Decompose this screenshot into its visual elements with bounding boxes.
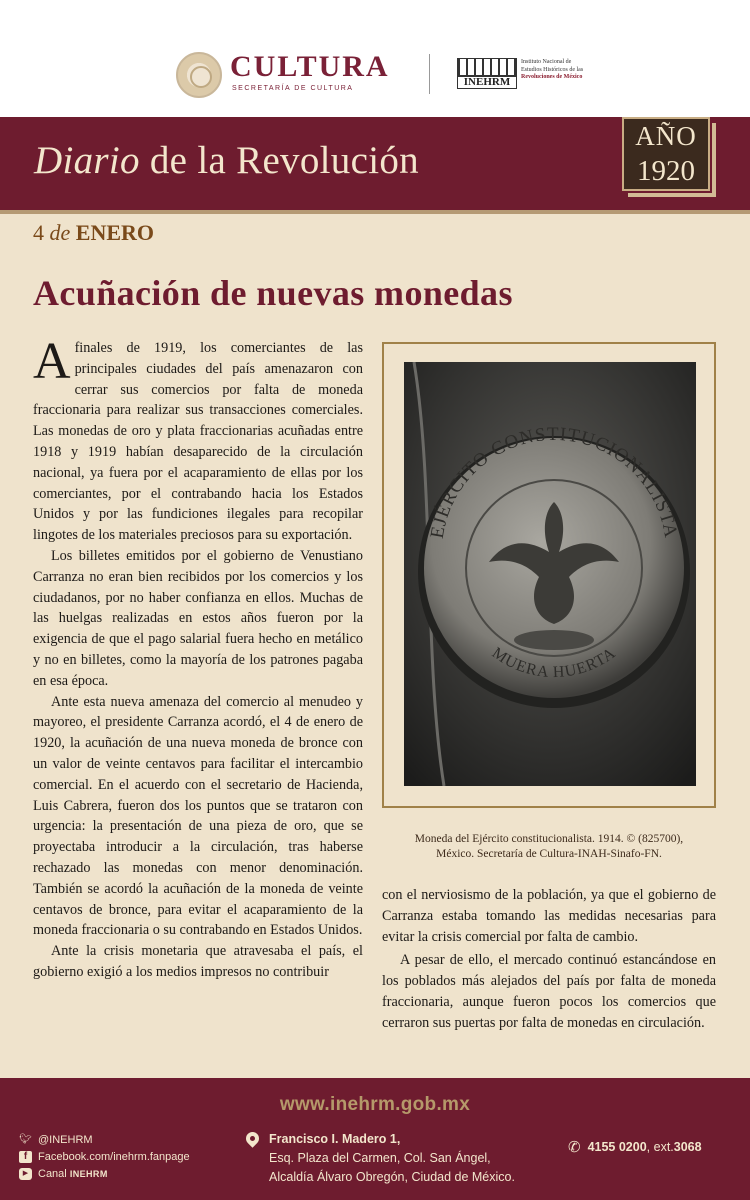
- phone-ext: 3068: [673, 1140, 702, 1154]
- coin-top-legend: EJÉRCITO CONSTITUCIONALISTA: [426, 423, 682, 540]
- article-column-left: [33, 333, 363, 983]
- address-line3: Alcaldía Álvaro Obregón, Ciudad de México.: [269, 1170, 515, 1184]
- photo-frame: [382, 342, 716, 808]
- address-street: Francisco I. Madero 1,: [269, 1132, 401, 1146]
- twitter-link[interactable]: [19, 1131, 239, 1148]
- address-line2: Esq. Plaza del Carmen, Col. San Ángel,: [269, 1151, 491, 1165]
- national-seal-logo: [176, 52, 222, 98]
- paragraph-4-continued: con el nerviosismo de la población, ya que el gobierno de Carranza estaba tomando las medidas necesarias para evitar la crisis comercial por falta de cambio.: [382, 887, 716, 945]
- date-de: de: [49, 220, 71, 245]
- date-day: 4: [33, 220, 44, 245]
- website-link[interactable]: www.inehrm.gob.mx: [279, 1094, 471, 1115]
- caption-line2: México. Secretaría de Cultura-INAH-Sinafo-FN.: [436, 848, 662, 860]
- building-icon: [457, 58, 517, 76]
- inehrm-logo-text: INEHRM: [457, 76, 517, 89]
- phone-number: 4155 0200: [587, 1140, 647, 1154]
- phone-block[interactable]: [568, 1138, 702, 1156]
- article-date: [33, 220, 154, 246]
- youtube-canal-name: INEHRM: [69, 1168, 108, 1179]
- year-value: 1920: [637, 155, 695, 187]
- paragraph-4: Ante la crisis monetaria que atravesaba el país, el gobierno exigió a los medios impresos no contribuir: [33, 943, 363, 980]
- header-divider: [429, 54, 430, 94]
- cultura-subtitle: SECRETARÍA DE CULTURA: [232, 85, 354, 92]
- article-headline: Acuñación de nuevas monedas: [33, 273, 513, 313]
- coin-photo: [404, 362, 696, 786]
- series-title-italic: Diario: [34, 139, 140, 182]
- facebook-link[interactable]: [19, 1148, 239, 1165]
- year-label: AÑO: [635, 121, 697, 151]
- cultura-logo-text: CULTURA: [230, 50, 390, 83]
- title-band-rule: [0, 210, 750, 214]
- inehrm-name-line1: Instituto Nacional de: [521, 59, 572, 65]
- paragraph-1: [33, 333, 363, 546]
- phone-icon: ✆: [568, 1139, 581, 1156]
- social-links: [19, 1131, 239, 1182]
- youtube-icon: ▶: [19, 1168, 32, 1180]
- date-month: ENERO: [75, 220, 155, 245]
- youtube-canal-label: Canal: [38, 1167, 67, 1180]
- twitter-icon: 🐦︎: [19, 1133, 32, 1145]
- article-column-right: [382, 885, 716, 1034]
- photo-caption: [382, 832, 716, 862]
- series-title-rest: de la Revolución: [139, 139, 419, 182]
- youtube-link[interactable]: [19, 1165, 239, 1182]
- inehrm-logo: [457, 58, 517, 88]
- paragraph-5: A pesar de ello, el mercado continuó estancándose en los poblados más alejados del país por falta de moneda fraccionaria, aunque fueron pocos los comercios que cerraron sus puertas por falta de monedas en circulación.: [382, 952, 716, 1031]
- series-title: [34, 138, 419, 183]
- facebook-url: Facebook.com/inehrm.fanpage: [38, 1150, 190, 1163]
- phone-ext-label: , ext.: [646, 1140, 674, 1154]
- paragraph-3: Ante esta nueva amenaza del comercio al menudeo y mayoreo, el presidente Carranza acordó, el 4 de enero de 1920, la acuñación de una nueva moneda de bronce con un valor de veinte centavos para facilitar el intercambio comercial. En el acuerdo con el secretario de Hacienda, Luis Cabrera, fueron dos los puntos que se trataron con urgencia: la presentación de una pieza de oro, que se proyectaba introducir a la circulación, tras haberse rechazado las monedas con menor denominación. También se acordó la acuñación de la moneda de veinte centavos de bronce, para evitar el acaparamiento de la moneda fraccionaria o su contrabando en Estados Unidos.: [33, 693, 363, 939]
- twitter-handle: @INEHRM: [38, 1133, 93, 1146]
- paragraph-1-text: finales de 1919, los comerciantes de las principales ciudades del país amenazaron con cerrar sus comercios por falta de moneda fraccionaria para realizar sus transacciones comerciales. Las monedas de oro y plata fraccionarias acuñadas entre 1918 y 1919 habían desaparecido de la circulación nacional, ya fuera por el acaparamiento de ellas por los comerciantes, por el contrabando hacia los Estados Unidos y por las fundiciones ilegales para recopilar lingotes de los materiales preciosos para su exportación.: [33, 340, 363, 544]
- inehrm-full-name: [521, 59, 611, 82]
- year-box: [622, 117, 710, 191]
- address-block: [250, 1130, 550, 1187]
- drop-cap: A: [33, 333, 71, 390]
- inehrm-name-line2: Estudios Históricos de las: [521, 66, 584, 73]
- paragraph-2: Los billetes emitidos por el gobierno de Venustiano Carranza no eran bien recibidos por los comercios y los ciudadanos, por no haber confianza en ellos. Muchas de las huelgas realizadas en estos años fueron por la exigencia de que el pago salarial fuera hecho en metálico y no en billetes, como la mayoría de los patrones pagaba en esa época.: [33, 547, 363, 689]
- caption-line1: Moneda del Ejército constitucionalista. 1914. © (825700),: [414, 833, 684, 845]
- facebook-icon: f: [19, 1151, 32, 1163]
- inehrm-name-line3: Revoluciones de México: [521, 74, 583, 80]
- coin-bottom-legend: MUERA HUERTA: [488, 644, 620, 682]
